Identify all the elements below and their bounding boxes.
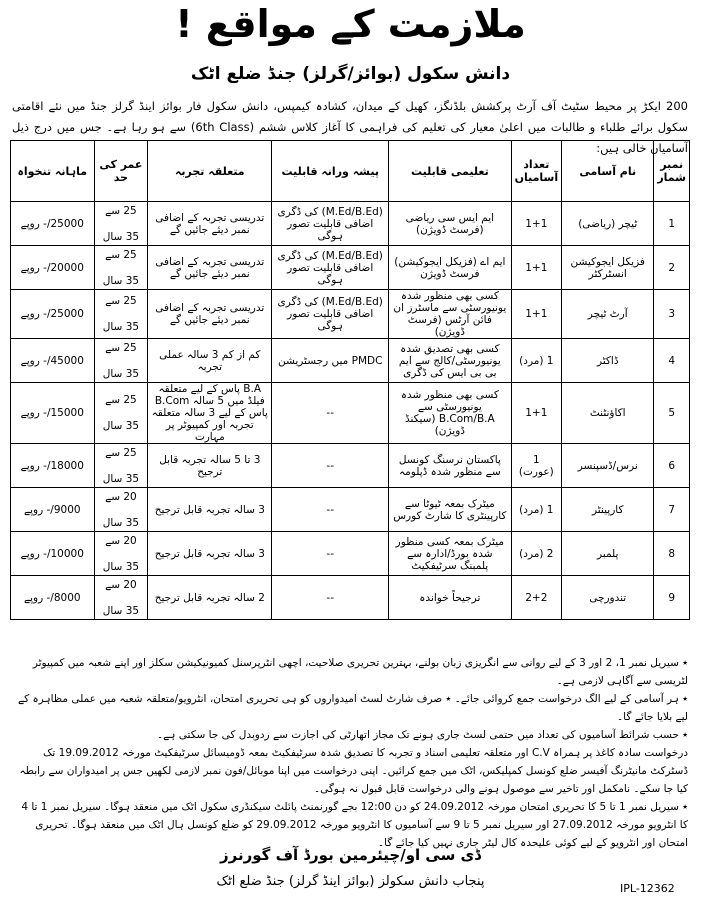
age-min: 25 سے (105, 446, 137, 459)
cell-professional: -- (272, 576, 389, 620)
table-row (11, 383, 690, 444)
cell-education: ایم ایس سی ریاضی (فرسٹ ڈویژن) (389, 202, 511, 246)
cell-age (94, 383, 148, 444)
cell-post: ٹیچر (ریاضی) (562, 202, 654, 246)
cell-age (94, 444, 148, 488)
table-header-row (11, 141, 690, 202)
age-min: 20 سے (105, 578, 137, 591)
signature-title: ڈی سی او/چیئرمین بورڈ آف گورنرز (220, 846, 481, 864)
cell-quantity: 1+1 (511, 290, 562, 339)
table-row (11, 532, 690, 576)
cell-professional: (M.Ed/B.Ed) کی ڈگری اضافی قابلیت تصور ہوگی (272, 202, 389, 246)
cell-pay: 8000/- روپے (11, 576, 95, 620)
cell-quantity: 2+2 (511, 576, 562, 620)
cell-post: پلمبر (562, 532, 654, 576)
age-min: 25 سے (105, 295, 137, 307)
age-max: 35 سال (102, 516, 140, 529)
cell-professional: -- (272, 532, 389, 576)
header-education: تعلیمی قابلیت (389, 141, 511, 202)
cell-pay: 20000/- روپے (11, 246, 95, 290)
cell-age (94, 576, 148, 620)
cell-pay: 18000/- روپے (11, 444, 95, 488)
age-min: 20 سے (105, 490, 137, 503)
table-row (11, 339, 690, 383)
cell-experience: کم از کم 3 سالہ عملی تجربہ (148, 339, 272, 383)
cell-serial: 9 (654, 576, 690, 620)
cell-age (94, 488, 148, 532)
cell-education: میٹرک بمعہ کسی منظور شدہ بورڈ/ادارہ سے پلمبنگ سرٹیفکیٹ (389, 532, 511, 576)
cell-experience: 2 سالہ تجربہ قابل ترجیح (148, 576, 272, 620)
age-max: 35 سال (102, 420, 140, 432)
note-3: ٭ حسب شرائط آسامیوں کی تعداد میں حتمی لسٹ جاری ہونے تک مجاز اتھارٹی کی اجازت سے ردوبدل کی جا سکتی ہے۔ (156, 729, 688, 741)
table-row (11, 444, 690, 488)
cell-pay: 25000/- روپے (11, 202, 95, 246)
cell-education: کسی بھی تصدیق شدہ یونیورسٹی/کالج سے ایم بی بی ایس کی ڈگری (389, 339, 511, 383)
cell-pay: 9000/- روپے (11, 488, 95, 532)
age-min: 25 سے (105, 341, 137, 354)
cell-serial: 8 (654, 532, 690, 576)
cell-education: ترجیحاً خواندہ (389, 576, 511, 620)
cell-age (94, 202, 148, 246)
table-row (11, 488, 690, 532)
age-max: 35 سال (102, 367, 140, 380)
cell-post: ڈاکٹر (562, 339, 654, 383)
note-1: ٭ سیریل نمبر 1، 2 اور 3 کے لیے روانی سے انگریزی زبان بولنے، بہترین تحریری صلاحیت، اچھی انٹرپرسنل کمیونیکیشن سکلز اور اپنے شعبہ میں کمپیوٹر لٹریسی سے آگاہی لازمی ہے۔ (32, 657, 688, 687)
intro-paragraph: 200 ایکڑ پر محیط سٹیٹ آف آرٹ پرکشش بلڈنگز، کھیل کے میدان، کشادہ کیمپس، دانش سکول فار بوائز اینڈ گرلز جنڈ میں نئے اقامتی سکول برائے طلباء و طالبات میں اعلیٰ معیار کی تعلیم کی فراہمی کا آغاز کلاس ششم (6th Class) سے ہو رہا ہے۔ جس میں درج ذیل آسامیاں خالی ہیں: (12, 99, 688, 155)
reference-code: IPL-12362 (620, 882, 675, 895)
cell-post: نرس/ڈسپنسر (562, 444, 654, 488)
vacancies-table (10, 140, 690, 620)
header-professional: پیشہ ورانہ قابلیت (272, 141, 389, 202)
cell-serial: 2 (654, 246, 690, 290)
cell-professional: (M.Ed/B.Ed) کی ڈگری اضافی قابلیت تصور ہوگی (272, 290, 389, 339)
cell-serial: 4 (654, 339, 690, 383)
age-min: 25 سے (105, 204, 137, 217)
cell-post: کارپینٹر (562, 488, 654, 532)
cell-serial: 5 (654, 383, 690, 444)
cell-pay: 25000/- روپے (11, 290, 95, 339)
cell-experience: 3 سالہ تجربہ قابل ترجیح (148, 532, 272, 576)
cell-age (94, 339, 148, 383)
header-experience: متعلقہ تجربہ (148, 141, 272, 202)
table-row (11, 246, 690, 290)
cell-education: پاکستان نرسنگ کونسل سے منظور شدہ ڈپلومہ (389, 444, 511, 488)
cell-professional: (M.Ed/B.Ed) کی ڈگری اضافی قابلیت تصور ہوگی (272, 246, 389, 290)
cell-experience: تدریسی تجربہ کے اضافی نمبر دیئے جائیں گے (148, 202, 272, 246)
age-max: 35 سال (102, 472, 140, 485)
cell-age (94, 290, 148, 339)
note-2: ٭ ہر آسامی کے لیے الگ درخواست جمع کروائی جائے۔ ٭ صرف شارٹ لسٹ امیدواروں کو ہی تحریری امتحان، انٹرویو/متعلقہ شعبہ میں عملی مظاہرہ کے لیے بلایا جائے گا۔ (18, 693, 688, 723)
cell-education: ایم اے (فزیکل ایجوکیشن) فرسٹ ڈویژن (389, 246, 511, 290)
cell-experience: 3 سالہ تجربہ قابل ترجیح (148, 488, 272, 532)
cell-pay: 15000/- روپے (11, 383, 95, 444)
cell-professional: PMDC میں رجسٹریشن (272, 339, 389, 383)
cell-age (94, 246, 148, 290)
header-pay: ماہانہ تنخواہ (11, 141, 95, 202)
cell-quantity: 2 (مرد) (511, 532, 562, 576)
notes-section (12, 654, 688, 852)
header-age: عمر کی حد (94, 141, 148, 202)
cell-experience: تدریسی تجربہ کے اضافی نمبر دیئے جائیں گے (148, 246, 272, 290)
age-max: 35 سال (102, 230, 140, 243)
cell-post: آرٹ ٹیچر (562, 290, 654, 339)
age-min: 25 سے (105, 394, 137, 406)
cell-age (94, 532, 148, 576)
cell-professional: -- (272, 444, 389, 488)
cell-experience: 3 تا 5 سالہ تجربہ قابل ترجیح (148, 444, 272, 488)
signature-organization: پنجاب دانش سکولز (بوائز اینڈ گرلز) جنڈ ضلع اٹک (216, 874, 485, 889)
age-max: 35 سال (102, 604, 140, 617)
cell-professional: -- (272, 383, 389, 444)
page-subtitle: دانش سکول (بوائز/گرلز) جنڈ ضلع اٹک (190, 64, 511, 84)
cell-serial: 6 (654, 444, 690, 488)
header-serial: نمبر شمار (654, 141, 690, 202)
cell-quantity: 1+1 (511, 202, 562, 246)
table-row (11, 202, 690, 246)
age-min: 20 سے (105, 534, 137, 547)
cell-post: اکاؤنٹنٹ (562, 383, 654, 444)
cell-education: کسی بھی منظور شدہ یونیورسٹی سے B.Com/B.A (سیکنڈ ڈویژن) (389, 383, 511, 444)
cell-education: کسی بھی منظور شدہ یونیورسٹی سے ماسٹرز ان فائن آرٹس (فرسٹ ڈویژن) (389, 290, 511, 339)
age-max: 35 سال (102, 274, 140, 287)
cell-quantity: 1+1 (511, 383, 562, 444)
header-quantity: تعداد آسامیاں (511, 141, 562, 202)
cell-serial: 7 (654, 488, 690, 532)
cell-education: میٹرک بمعہ ٹیوٹا سے کارپینٹری کا شارٹ کورس (389, 488, 511, 532)
age-min: 25 سے (105, 248, 137, 261)
cell-quantity: 1 (عورت) (511, 444, 562, 488)
cell-pay: 45000/- روپے (11, 339, 95, 383)
age-max: 35 سال (102, 321, 140, 333)
cell-quantity: 1 (مرد) (511, 339, 562, 383)
cell-quantity: 1+1 (511, 246, 562, 290)
cell-experience: تدریسی تجربہ کے اضافی نمبر دیئے جائیں گے (148, 290, 272, 339)
cell-pay: 10000/- روپے (11, 532, 95, 576)
page-title: ملازمت کے مواقع ! (175, 2, 526, 46)
table-row (11, 290, 690, 339)
table-row (11, 576, 690, 620)
cell-post: فزیکل ایجوکیشن انسٹرکٹر (562, 246, 654, 290)
header-post: نام آسامی (562, 141, 654, 202)
cell-serial: 1 (654, 202, 690, 246)
note-5: ٭ سیریل نمبر 1 تا 5 کا تحریری امتحان مورخہ 24.09.2012 کو دن 12:00 بجے گورنمنٹ پائلٹ سیکنڈری سکول اٹک میں منعقد ہوگا۔ سیریل نمبر 1 تا 4 کا انٹرویو مورخہ 27.09.2012 اور سیریل نمبر 5 تا 9 سے آسامیوں کا انٹرویو مورخہ 29.09.2012 کو ضلع کونسل ہال اٹک میں منعقد ہوگا۔ تحریری امتحان اور انٹرویو کے لیے کوئی علیحدہ کال لیٹر جاری نہیں کیا جائے گا۔ (21, 801, 688, 849)
cell-professional: -- (272, 488, 389, 532)
cell-post: تندورچی (562, 576, 654, 620)
age-max: 35 سال (102, 560, 140, 573)
note-4: درخواست سادہ کاغذ پر ہمراہ C.V اور متعلقہ تعلیمی اسناد و تجربہ کا تصدیق شدہ سرٹیفکیٹ بمعہ ڈومیسائل سرٹیفکیٹ مورخہ 19.09.2012 تک ڈسٹرکٹ مانیٹرنگ آفیسر ضلع کونسل کمپلیکس، اٹک میں جمع کرائیں۔ اپنی درخواست میں اپنا موبائل/فون نمبر لازمی لکھیں جس پر امیدواران سے رابطہ کیا جا سکے۔ نامکمل اور تاخیر سے موصول ہونے والی درخواست قابل قبول نہ ہوگی۔ (19, 747, 688, 795)
cell-quantity: 1 (مرد) (511, 488, 562, 532)
cell-serial: 3 (654, 290, 690, 339)
cell-experience: B.A پاس کے لیے متعلقہ فیلڈ میں 5 سالہ B.Com پاس کے لیے 3 سالہ متعلقہ تجربہ اور کمپیوٹر پر مہارت (148, 383, 272, 444)
